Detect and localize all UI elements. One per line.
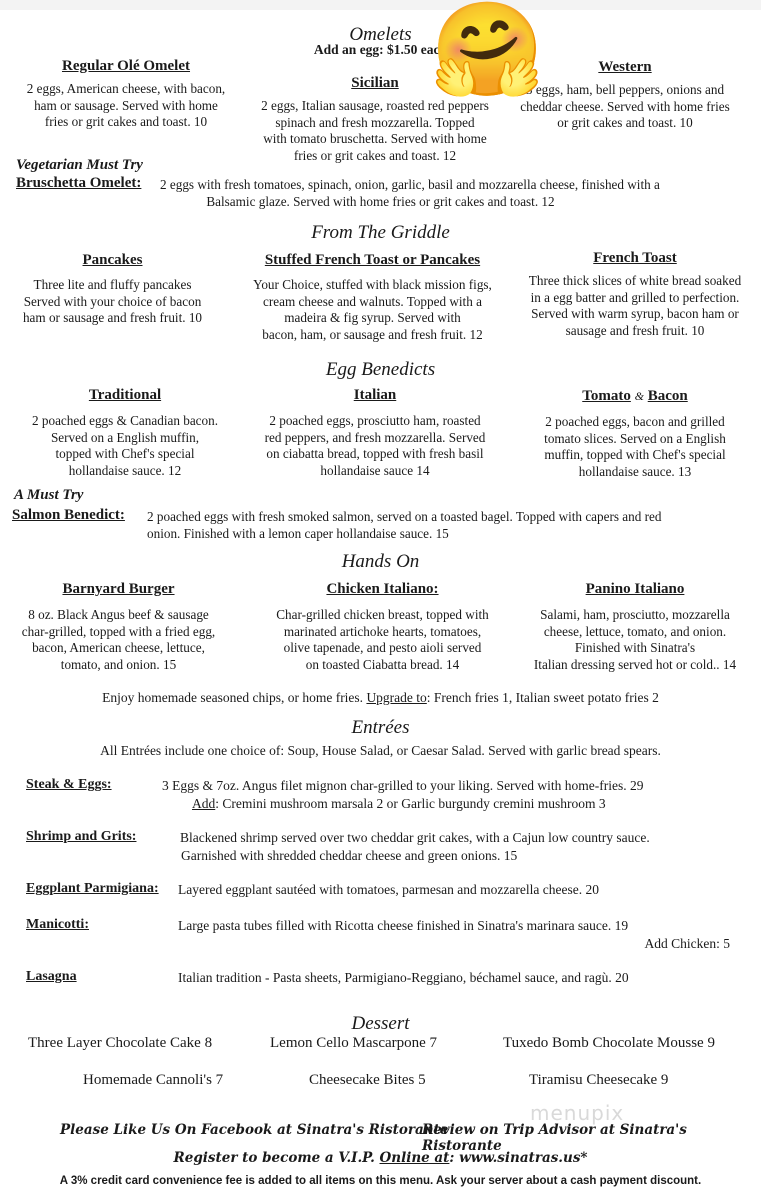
dessert-item: Tuxedo Bomb Chocolate Mousse 9: [503, 1035, 715, 1051]
item-name: Barnyard Burger: [62, 581, 175, 597]
menu-item-traditional: [0, 387, 250, 479]
top-bar: [0, 0, 761, 10]
feature-tag-must-try: A Must Try: [14, 487, 84, 503]
section-title-dessert: Dessert: [351, 1013, 410, 1034]
item-desc: 2 eggs, American cheese, with bacon, ham or sausage. Served with home fries or grit cakes and toast. 10: [26, 81, 226, 129]
entree-desc-manicotti: Large pasta tubes filled with Ricotta cheese finished in Sinatra's marinara sauce. 19: [178, 918, 629, 933]
entree-addon-manicotti: Add Chicken: 5: [644, 936, 730, 951]
menu-item-chicken-italiano: [250, 581, 515, 673]
item-name: Regular Olé Omelet: [61, 58, 191, 74]
item-desc: Three lite and fluffy pancakes Served with your choice of bacon ham or sausage and fresh fruit. 10: [22, 277, 203, 325]
menu-item-italian-benedict: [240, 387, 510, 479]
entree-desc-shrimp-grits-2: Garnished with shredded cheddar cheese and green onions. 15: [181, 848, 518, 863]
feature-desc-bruschetta-2: Balsamic glaze. Served with home fries or grit cakes and toast. 12: [206, 194, 555, 209]
item-desc: Three thick slices of white bread soaked in a egg batter and grilled to perfection. Served with warm syrup, bacon ham or sausage and fresh fruit. 10: [528, 273, 742, 338]
entrees-note: All Entrées include one choice of: Soup, House Salad, or Caesar Salad. Served with garlic bread spears.: [100, 743, 661, 758]
feature-name-bruschetta: Bruschetta Omelet:: [16, 175, 142, 191]
dessert-item: Homemade Cannoli's 7: [83, 1072, 224, 1088]
item-name: Tomato & Bacon: [582, 388, 688, 404]
vip-register-note: Register to become a V.I.P. Online at: www.sinatras.us*: [173, 1150, 588, 1166]
item-name: Stuffed French Toast or Pancakes: [264, 252, 481, 268]
menu-item-french-toast: [510, 250, 760, 339]
item-desc: Your Choice, stuffed with black mission figs, cream cheese and walnuts. Topped with a madeira & fig syrup. Served with bacon, ham, or sausage and fresh fruit. 12: [253, 277, 492, 342]
section-title-benedicts: Egg Benedicts: [325, 359, 436, 380]
item-desc: Salami, ham, prosciutto, mozzarella cheese, lettuce, tomato, and onion. Finished with Sinatra's Italian dressing served hot or cold.. 14: [533, 607, 737, 672]
credit-card-fee-note: A 3% credit card convenience fee is added to all items on this menu. Ask your server about a cash payment discount.: [59, 1175, 702, 1187]
dessert-item: Tiramisu Cheesecake 9: [529, 1072, 669, 1088]
entree-name-lasagna: Lasagna: [26, 969, 77, 984]
entree-desc-eggplant: Layered eggplant sautéed with tomatoes, parmesan and mozzarella cheese. 20: [178, 882, 599, 897]
item-desc: 3 eggs, ham, bell peppers, onions and cheddar cheese. Served with home fries or grit cakes and toast. 10: [520, 82, 730, 130]
item-name: Chicken Italiano:: [326, 581, 439, 597]
item-desc: 2 eggs, Italian sausage, roasted red peppers spinach and fresh mozzarella. Topped with tomato bruschetta. Served with home fries or grit cakes and toast. 12: [261, 98, 489, 163]
item-desc: 8 oz. Black Angus beef & sausage char-grilled, topped with a fried egg, bacon, American cheese, lettuce, tomato, and onion. 15: [21, 607, 216, 672]
feature-name-salmon-benedict: Salmon Benedict:: [12, 507, 125, 523]
entree-name-eggplant: Eggplant Parmigiana:: [26, 881, 159, 896]
entree-name-manicotti: Manicotti:: [26, 917, 89, 932]
menu-item-panino-italiano: [515, 581, 755, 673]
menu-item-tomato-bacon: [515, 388, 755, 480]
dessert-item: Cheesecake Bites 5: [309, 1072, 426, 1088]
menu-item-pancakes: [0, 252, 225, 327]
item-name: French Toast: [593, 250, 677, 266]
entree-desc-steak-eggs-2: Add: Cremini mushroom marsala 2 or Garlic burgundy cremini mushroom 3: [192, 796, 606, 811]
item-desc: 2 poached eggs & Canadian bacon. Served on a English muffin, topped with Chef's special hollandaise sauce. 12: [31, 413, 219, 478]
facebook-note: Please Like Us On Facebook at Sinatra's Ristorante: [60, 1122, 449, 1138]
entree-name-steak-eggs: Steak & Eggs:: [26, 777, 112, 792]
entree-desc-lasagna: Italian tradition - Pasta sheets, Parmigiano-Reggiano, béchamel sauce, and ragù. 20: [178, 970, 629, 985]
hugging-face-emoji-icon: 🤗: [430, 0, 545, 101]
item-name: Sicilian: [351, 75, 399, 91]
entree-desc-steak-eggs-1: 3 Eggs & 7oz. Angus filet mignon char-grilled to your liking. Served with home-fries. 29: [162, 778, 644, 793]
feature-tag-vegetarian: Vegetarian Must Try: [16, 157, 143, 173]
item-name: Pancakes: [82, 252, 143, 268]
section-title-omelets: Omelets: [349, 24, 412, 45]
section-title-entrees: Entrées: [351, 717, 410, 738]
item-desc: 2 poached eggs, bacon and grilled tomato slices. Served on a English muffin, topped with Chef's special hollandaise sauce. 13: [544, 414, 726, 479]
feature-desc-bruschetta-1: 2 eggs with fresh tomatoes, spinach, onion, garlic, basil and mozzarella cheese, finished with a: [160, 177, 660, 192]
vip-online-link[interactable]: Online at: [379, 1150, 450, 1166]
dessert-item: Lemon Cello Mascarpone 7: [270, 1035, 438, 1051]
item-desc: Char-grilled chicken breast, topped with marinated artichoke hearts, tomatoes, olive tapenade, and pesto aioli served on toasted Ciabatta bread. 14: [276, 607, 489, 672]
section-title-hands-on: Hands On: [341, 551, 420, 572]
item-name: Panino Italiano: [585, 581, 685, 597]
item-name: Italian: [353, 387, 397, 403]
item-name: Western: [598, 59, 652, 75]
menu-item-barnyard-burger: [0, 581, 237, 673]
menu-item-regular-ole-omelet: [0, 58, 252, 131]
entree-desc-shrimp-grits-1: Blackened shrimp served over two cheddar grit cakes, with a Cajun low country sauce.: [180, 830, 650, 845]
item-desc: 2 poached eggs, prosciutto ham, roasted red peppers, and fresh mozzarella. Served on ciabatta bread, topped with fresh basil hollandaise sauce 14: [264, 413, 486, 478]
menu-item-stuffed-french-toast: [235, 252, 510, 343]
dessert-item: Three Layer Chocolate Cake 8: [28, 1035, 213, 1051]
feature-desc-salmon-1: 2 poached eggs with fresh smoked salmon, served on a toasted bagel. Topped with capers and red: [147, 509, 662, 524]
item-name: Traditional: [88, 387, 162, 403]
entree-name-shrimp-grits: Shrimp and Grits:: [26, 829, 137, 844]
section-title-griddle: From The Griddle: [311, 222, 450, 243]
tripadvisor-note: Review on Trip Advisor at Sinatra's Ristorante: [422, 1122, 687, 1154]
menupix-watermark: menupix: [530, 1101, 625, 1125]
feature-desc-salmon-2: onion. Finished with a lemon caper hollandaise sauce. 15: [147, 526, 449, 541]
omelets-subtitle: Add an egg: $1.50 each: [313, 42, 448, 57]
sides-note: Enjoy homemade seasoned chips, or home fries. Upgrade to: French fries 1, Italian sweet potato fries 2: [102, 690, 659, 705]
